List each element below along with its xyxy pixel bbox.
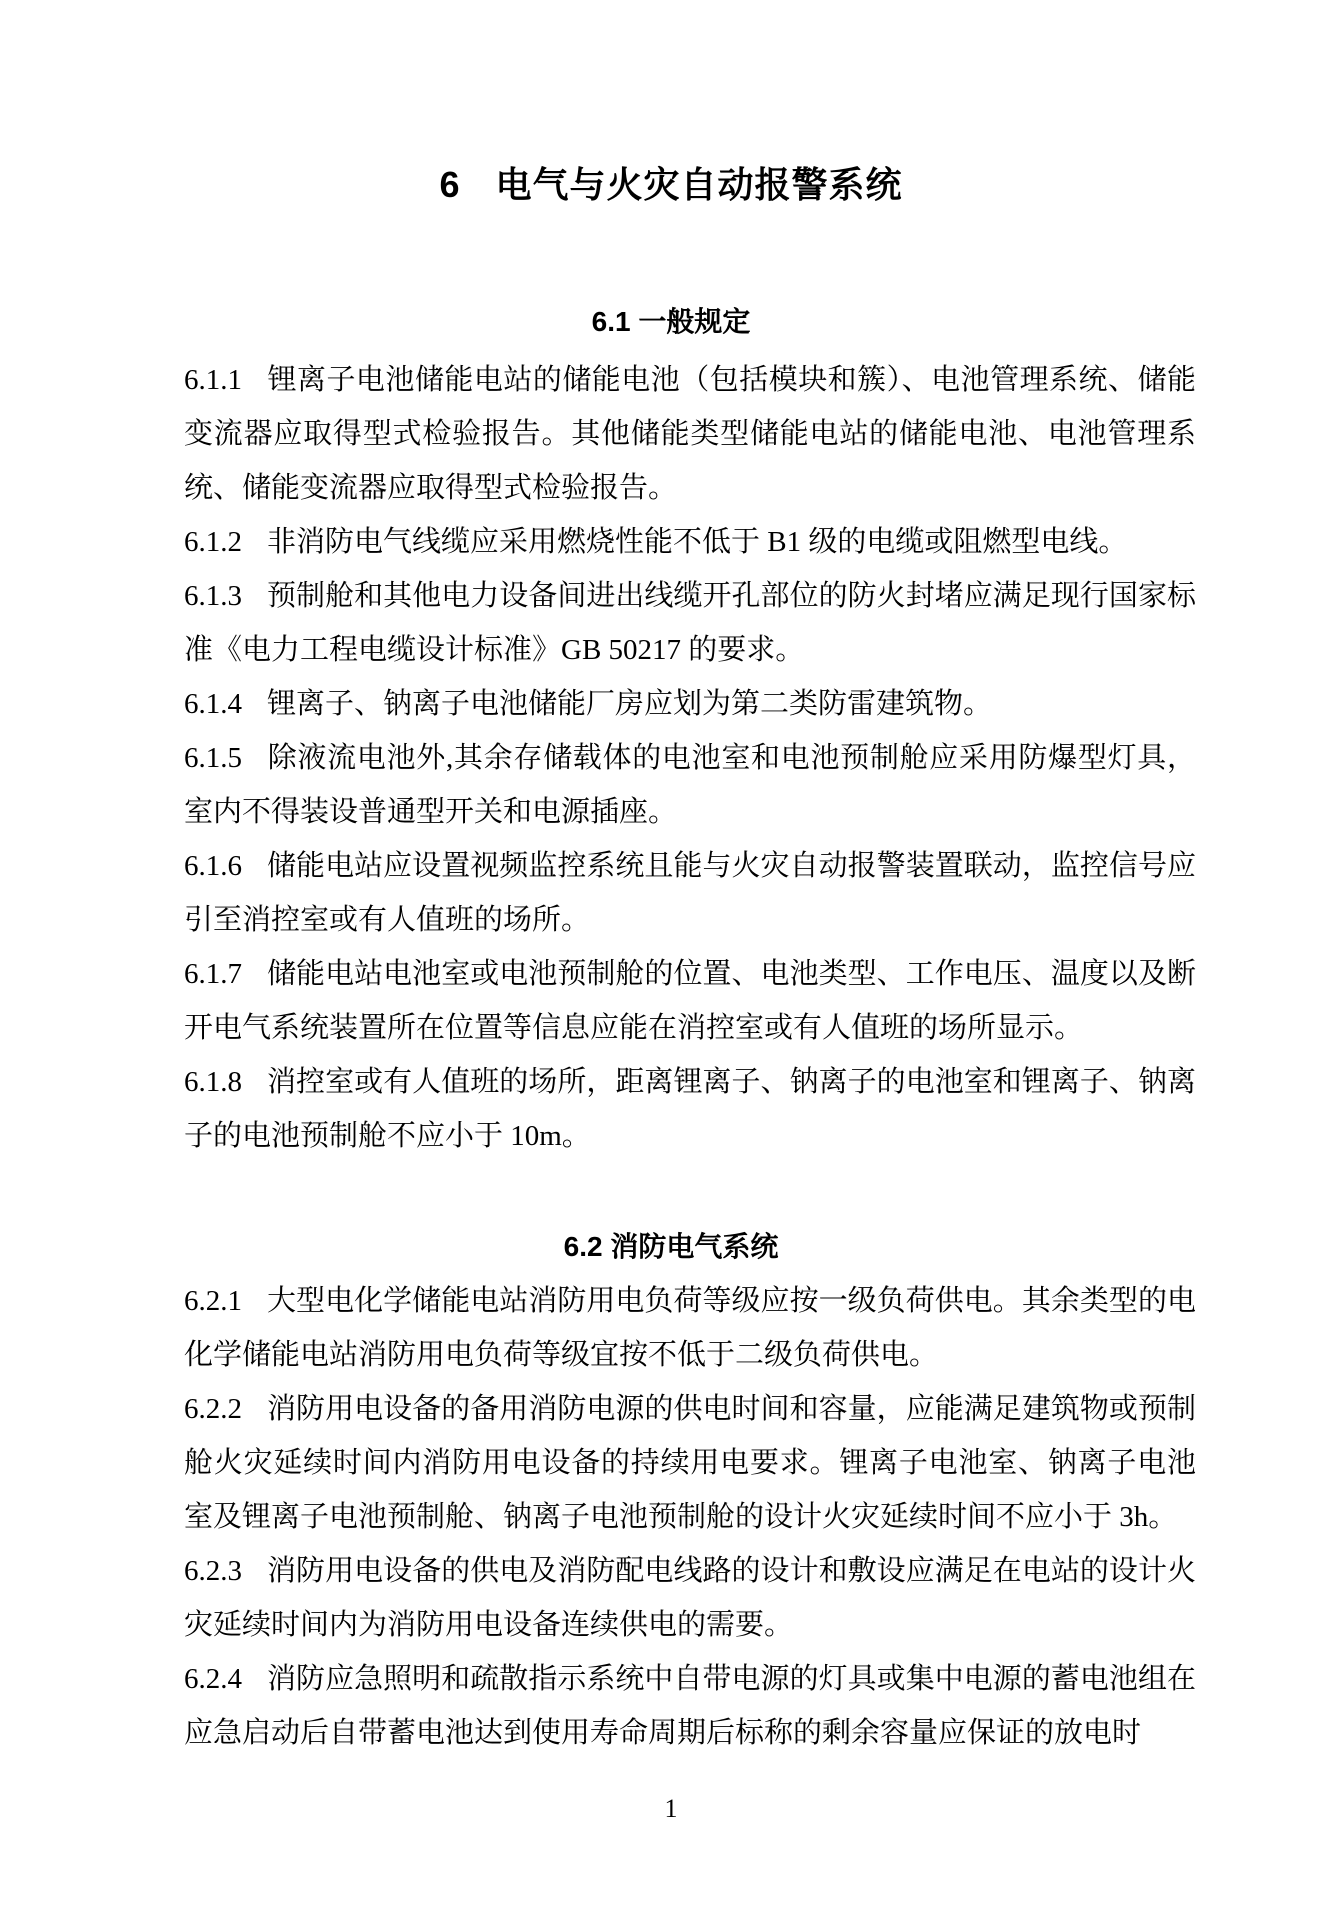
page-number: 1 [664, 1794, 678, 1823]
clause-text: 除液流电池外,其余存储载体的电池室和电池预制舱应采用防爆型灯具，室内不得装设普通型开关和电源插座。 [184, 742, 1196, 828]
clause-number: 6.2.1 [184, 1285, 242, 1317]
clause-6-2-4 [184, 1652, 1196, 1760]
clause-6-2-3 [184, 1544, 1196, 1652]
clause-number: 6.1.4 [184, 688, 242, 720]
clause-6-2-2 [184, 1382, 1196, 1544]
clause-text: 消防用电设备的备用消防电源的供电时间和容量，应能满足建筑物或预制舱火灾延续时间内消防用电设备的持续用电要求。锂离子电池室、钠离子电池室及锂离子电池预制舱、钠离子电池预制舱的设计火灾延续时间不应小于 3h。 [184, 1393, 1196, 1533]
clause-text: 储能电站电池室或电池预制舱的位置、电池类型、工作电压、温度以及断开电气系统装置所在位置等信息应能在消控室或有人值班的场所显示。 [184, 958, 1196, 1044]
clause-text: 锂离子、钠离子电池储能厂房应划为第二类防雷建筑物。 [267, 688, 993, 720]
clause-number: 6.1.5 [184, 742, 242, 774]
section-heading-6-1: 6.1 一般规定 [591, 306, 751, 337]
clause-number: 6.2.4 [184, 1663, 242, 1695]
clause-number: 6.1.3 [184, 580, 242, 612]
clause-6-1-6 [184, 839, 1196, 947]
chapter-title-text: 电气与火灾自动报警系统 [495, 164, 903, 205]
clause-6-1-1 [184, 353, 1196, 515]
clause-6-1-2 [184, 515, 1196, 569]
clause-number: 6.1.1 [184, 364, 242, 396]
clause-text: 消防应急照明和疏散指示系统中自带电源的灯具或集中电源的蓄电池组在应急启动后自带蓄电池达到使用寿命周期后标称的剩余容量应保证的放电时 [184, 1663, 1196, 1749]
chapter-number: 6 [439, 164, 460, 205]
clause-text: 非消防电气线缆应采用燃烧性能不低于 B1 级的电缆或阻燃型电线。 [267, 526, 1128, 558]
section-general-provisions [184, 295, 1196, 1163]
clause-text: 消防用电设备的供电及消防配电线路的设计和敷设应满足在电站的设计火灾延续时间内为消防用电设备连续供电的需要。 [184, 1555, 1196, 1641]
clause-text: 大型电化学储能电站消防用电负荷等级应按一级负荷供电。其余类型的电化学储能电站消防用电负荷等级宜按不低于二级负荷供电。 [184, 1285, 1196, 1371]
clause-text: 储能电站应设置视频监控系统且能与火灾自动报警装置联动，监控信号应引至消控室或有人值班的场所。 [184, 850, 1196, 936]
clause-number: 6.2.2 [184, 1393, 242, 1425]
clause-number: 6.2.3 [184, 1555, 242, 1587]
clause-6-1-8 [184, 1055, 1196, 1163]
clause-text: 预制舱和其他电力设备间进出线缆开孔部位的防火封堵应满足现行国家标准《电力工程电缆设计标准》GB 50217 的要求。 [184, 580, 1196, 666]
section-heading-6-2: 6.2 消防电气系统 [563, 1231, 779, 1262]
clause-number: 6.1.8 [184, 1066, 242, 1098]
clause-number: 6.1.6 [184, 850, 242, 882]
clause-6-1-7 [184, 947, 1196, 1055]
chapter-title [0, 163, 1342, 207]
clause-6-2-1 [184, 1274, 1196, 1382]
clause-text: 锂离子电池储能电站的储能电池（包括模块和簇）、电池管理系统、储能变流器应取得型式检验报告。其他储能类型储能电站的储能电池、电池管理系统、储能变流器应取得型式检验报告。 [184, 364, 1196, 504]
clause-6-1-5 [184, 731, 1196, 839]
section-fire-electrical-system [184, 1220, 1196, 1760]
clause-6-1-4 [184, 677, 1196, 731]
clause-text: 消控室或有人值班的场所，距离锂离子、钠离子的电池室和锂离子、钠离子的电池预制舱不应小于 10m。 [184, 1066, 1196, 1152]
clause-number: 6.1.7 [184, 958, 242, 990]
clause-6-1-3 [184, 569, 1196, 677]
clause-number: 6.1.2 [184, 526, 242, 558]
